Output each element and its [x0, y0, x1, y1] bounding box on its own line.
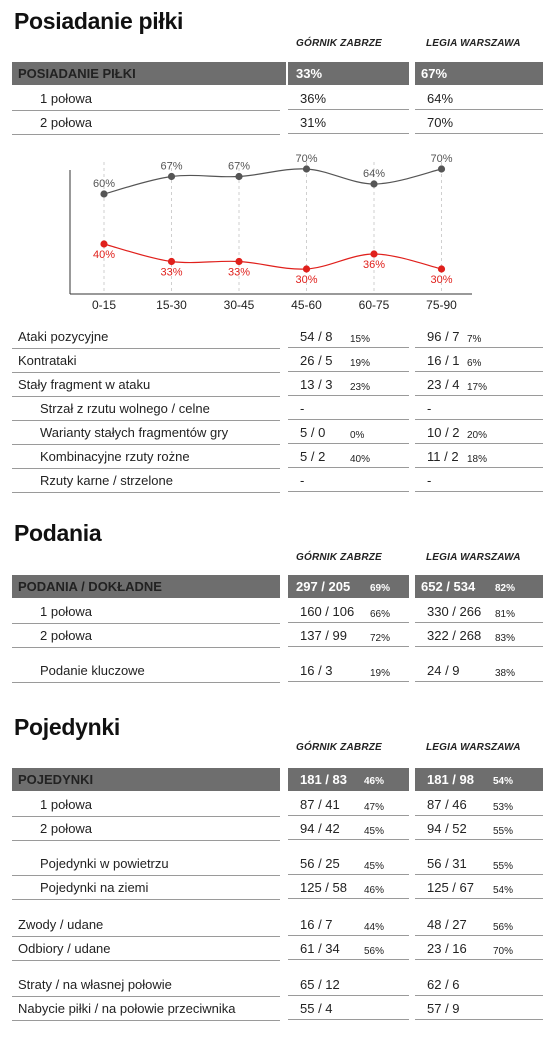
duels-header-row: [12, 768, 532, 792]
stat-row: [12, 469, 532, 493]
chart-data-label: 67%: [227, 160, 251, 173]
away-value: 24 / 9: [427, 663, 460, 678]
possession-chart: [0, 140, 556, 320]
away-value: 64%: [427, 91, 454, 106]
stat-row: [12, 373, 532, 397]
home-value: 26 / 5: [300, 353, 333, 368]
passes-header-label: [12, 575, 280, 598]
away-value: 96 / 7: [427, 329, 460, 344]
row-label: Podanie kluczowe: [40, 663, 145, 678]
stat-row: [12, 793, 532, 817]
home-pct: 19%: [370, 668, 391, 679]
chart-data-label: 67%: [160, 160, 183, 173]
away-pct: 38%: [495, 668, 516, 679]
away-value: 181 / 98: [427, 772, 474, 787]
chart-x-tick-label: 75-90: [426, 298, 457, 312]
stat-row: [12, 445, 532, 469]
chart-point: [370, 180, 377, 187]
home-value: 125 / 58: [300, 880, 347, 895]
home-value: 65 / 12: [300, 977, 340, 992]
home-value: 16 / 3: [300, 663, 333, 678]
possession-row: [12, 87, 532, 111]
stat-row: [12, 421, 532, 445]
home-value: 31%: [300, 115, 327, 130]
away-value: 70%: [427, 115, 454, 130]
row-label: Kontrataki: [18, 353, 77, 368]
row-label: 1 połowa: [40, 604, 93, 619]
away-pct: 82%: [495, 583, 516, 594]
chart-data-label: 64%: [362, 168, 386, 180]
away-value: 10 / 2: [427, 425, 460, 440]
section-title-duels: Pojedynki: [14, 714, 120, 740]
stat-row: [12, 997, 532, 1021]
row-label: Ataki pozycyjne: [18, 329, 109, 344]
stat-row: [12, 876, 532, 900]
team-home-label: GÓRNIK ZABRZE: [296, 742, 382, 753]
home-value: 36%: [300, 91, 327, 106]
stat-row: [12, 624, 532, 648]
chart-data-label: 70%: [295, 153, 318, 165]
away-value: 330 / 266: [427, 604, 482, 619]
row-label: Rzuty karne / strzelone: [40, 473, 173, 488]
home-value: 94 / 42: [300, 821, 340, 836]
possession-header-label: [12, 62, 286, 85]
team-away-label: LEGIA WARSZAWA: [426, 742, 521, 753]
away-pct: 54%: [493, 885, 514, 896]
home-pct: 23%: [350, 382, 371, 393]
row-label: Pojedynki w powietrzu: [40, 856, 169, 871]
home-pct: 44%: [364, 922, 385, 933]
home-pct: 15%: [350, 334, 371, 345]
row-label: Zwody / udane: [18, 917, 104, 932]
chart-point: [235, 173, 242, 180]
passes-header-text: PODANIA / DOKŁADNE: [18, 579, 162, 594]
stat-row: [12, 973, 532, 997]
chart-x-tick-label: 0-15: [91, 298, 117, 312]
home-value: 5 / 2: [300, 449, 326, 464]
chart-x-tick-label: 45-60: [291, 298, 322, 312]
home-pct: 56%: [364, 946, 385, 957]
row-label: Nabycie piłki / na połowie przeciwnika: [18, 1001, 236, 1016]
possession-header-home: [288, 62, 409, 85]
away-value: 57 / 9: [427, 1001, 460, 1016]
chart-point: [168, 173, 175, 180]
row-label: Stały fragment w ataku: [18, 377, 151, 392]
chart-point: [100, 190, 107, 197]
away-value: 16 / 1: [427, 353, 460, 368]
home-pct: 45%: [364, 826, 385, 837]
stat-row: [12, 817, 532, 841]
row-label: 2 połowa: [40, 115, 93, 130]
home-value: 87 / 41: [300, 797, 340, 812]
stat-row: [12, 600, 532, 624]
away-pct: 56%: [493, 922, 514, 933]
away-pct: 83%: [495, 633, 516, 644]
away-pct: 20%: [467, 430, 488, 441]
chart-point: [438, 265, 445, 272]
row-label: Warianty stałych fragmentów gry: [40, 425, 229, 440]
section-title-passes: Podania: [14, 520, 102, 546]
home-value: 61 / 34: [300, 941, 340, 956]
chart-point: [235, 258, 242, 265]
home-value: 16 / 7: [300, 917, 333, 932]
row-label: Strzał z rzutu wolnego / celne: [40, 401, 210, 416]
home-pct: 66%: [370, 609, 391, 620]
away-pct: 53%: [493, 802, 514, 813]
away-value: 48 / 27: [427, 917, 467, 932]
possession-header-text: POSIADANIE PIŁKI: [18, 66, 136, 81]
stat-row: [12, 913, 532, 937]
home-value: 55 / 4: [300, 1001, 333, 1016]
away-value: 94 / 52: [427, 821, 467, 836]
stat-row: [12, 349, 532, 373]
away-pct: 70%: [493, 946, 514, 957]
team-away-label: LEGIA WARSZAWA: [426, 38, 521, 49]
away-pct: 55%: [493, 826, 514, 837]
home-value: 137 / 99: [300, 628, 347, 643]
chart-series-line: [104, 244, 442, 269]
chart-data-label: 70%: [430, 153, 453, 165]
home-pct: 19%: [350, 358, 371, 369]
home-value: -: [300, 401, 305, 416]
away-pct: 17%: [467, 382, 488, 393]
stat-row: [12, 937, 532, 961]
stat-row: [12, 325, 532, 349]
away-pct: 18%: [467, 454, 488, 465]
chart-data-label: 30%: [430, 274, 453, 286]
row-label: 2 połowa: [40, 821, 93, 836]
away-value: 23 / 16: [427, 941, 467, 956]
away-pct: 54%: [493, 776, 514, 787]
home-pct: 72%: [370, 633, 391, 644]
chart-point: [100, 240, 107, 247]
away-value: -: [427, 401, 432, 416]
section-title-possession: Posiadanie piłki: [14, 8, 184, 34]
away-value: 11 / 2: [427, 449, 459, 464]
row-label: Kombinacyjne rzuty rożne: [40, 449, 190, 464]
passes-header-row: [12, 575, 532, 599]
home-value: 56 / 25: [300, 856, 340, 871]
duels-header-text: POJEDYNKI: [18, 772, 94, 787]
away-value: 62 / 6: [427, 977, 460, 992]
chart-data-label: 33%: [160, 266, 183, 279]
chart-series-line: [104, 169, 442, 194]
chart-point: [438, 165, 445, 172]
home-pct: 46%: [364, 776, 385, 787]
chart-point: [370, 250, 377, 257]
home-pct: 40%: [350, 454, 371, 465]
home-pct: 45%: [364, 861, 385, 872]
chart-point: [303, 165, 310, 172]
stat-row: [12, 397, 532, 421]
row-label: 1 połowa: [40, 797, 93, 812]
away-value: 23 / 4: [427, 377, 460, 392]
home-pct: 47%: [364, 802, 385, 813]
row-label: Pojedynki na ziemi: [40, 880, 149, 895]
chart-data-label: 33%: [227, 266, 251, 279]
possession-header-row: [12, 62, 532, 86]
team-away-label: LEGIA WARSZAWA: [426, 552, 521, 563]
home-value: 5 / 0: [300, 425, 326, 440]
away-value: -: [427, 473, 432, 488]
away-pct: 55%: [493, 861, 514, 872]
away-value: 56 / 31: [427, 856, 467, 871]
home-pct: 0%: [350, 430, 365, 441]
away-pct: 81%: [495, 609, 516, 620]
away-value: 87 / 46: [427, 797, 467, 812]
team-home-label: GÓRNIK ZABRZE: [296, 38, 382, 49]
chart-point: [168, 258, 175, 265]
away-value: 652 / 534: [421, 579, 476, 594]
row-label: Straty / na własnej połowie: [18, 977, 172, 992]
home-value: 54 / 8: [300, 329, 333, 344]
row-label: Odbiory / udane: [18, 941, 111, 956]
chart-data-label: 40%: [92, 249, 116, 261]
row-label: 1 połowa: [40, 91, 93, 106]
possession-header-away: [415, 62, 543, 85]
home-value: 297 / 205: [296, 579, 351, 594]
team-home-label: GÓRNIK ZABRZE: [296, 552, 382, 563]
chart-x-tick-label: 30-45: [223, 298, 255, 312]
stat-row: [12, 852, 532, 876]
home-value: -: [300, 473, 305, 488]
home-pct: 46%: [364, 885, 385, 896]
possession-home-value: 33%: [296, 66, 323, 81]
row-label: 2 połowa: [40, 628, 93, 643]
possession-row: [12, 111, 532, 135]
duels-header-label: [12, 768, 280, 791]
home-value: 160 / 106: [300, 604, 355, 619]
away-pct: 6%: [467, 358, 482, 369]
stat-row: [12, 659, 532, 683]
home-value: 13 / 3: [300, 377, 333, 392]
chart-point: [303, 265, 310, 272]
possession-away-value: 67%: [421, 66, 448, 81]
away-pct: 7%: [467, 334, 482, 345]
chart-data-label: 36%: [362, 259, 386, 271]
home-value: 181 / 83: [300, 772, 347, 787]
chart-data-label: 30%: [295, 274, 318, 286]
home-pct: 69%: [370, 583, 391, 594]
away-value: 125 / 67: [427, 880, 474, 895]
away-value: 322 / 268: [427, 628, 482, 643]
chart-data-label: 60%: [92, 178, 116, 190]
chart-x-tick-label: 15-30: [156, 298, 187, 312]
chart-x-tick-label: 60-75: [358, 298, 390, 312]
